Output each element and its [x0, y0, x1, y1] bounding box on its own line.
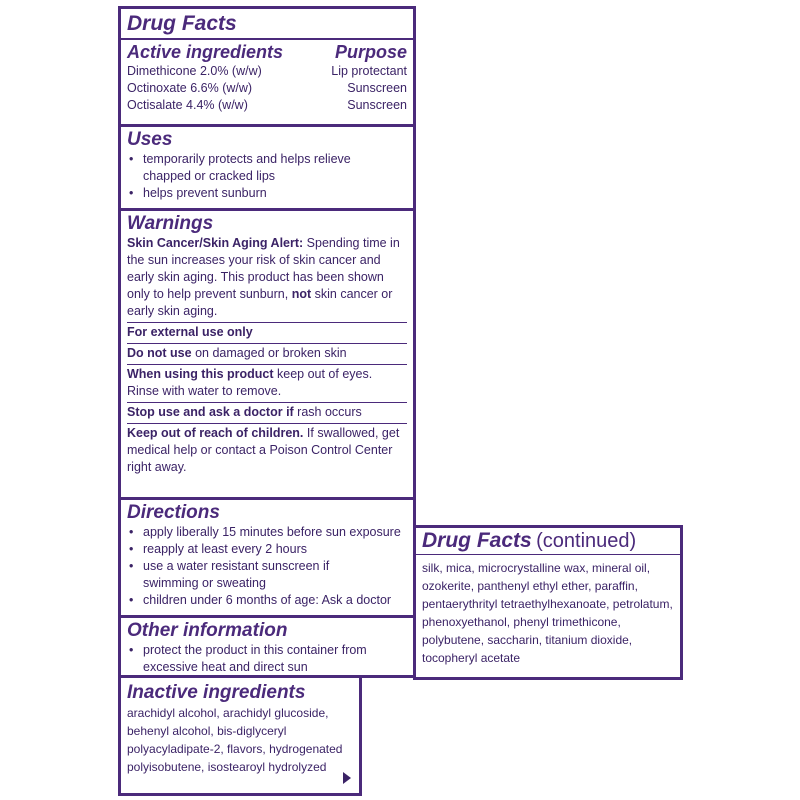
active-purpose: Lip protectant [331, 64, 407, 78]
uses-item: • helps prevent sunburn [127, 185, 407, 202]
title-section [121, 9, 413, 127]
external-use-label: For external use only [127, 325, 253, 339]
active-name: Dimethicone 2.0% (w/w) [127, 64, 262, 78]
active-row [127, 80, 407, 97]
active-name: Octisalate 4.4% (w/w) [127, 98, 248, 112]
drug-facts-continued-panel [413, 525, 683, 680]
active-purpose: Sunscreen [347, 98, 407, 112]
directions-item: • reapply at least every 2 hours [127, 541, 407, 558]
directions-item: • use a water resistant sunscreen if swimming or sweating [127, 558, 363, 592]
alert-text: Spending time in the sun increases your risk of skin cancer and early skin aging. This product has been shown only to help prevent sunburn, [127, 236, 400, 301]
inactive-text: arachidyl alcohol, arachidyl glucoside, behenyl alcohol, bis-diglyceryl polyacyladipate-2, flavors, hydrogenated polyisobutene, isostearoyl hydrolyzed [127, 706, 343, 774]
external-use [127, 322, 407, 341]
alert-text-end: skin cancer or early skin aging. [127, 287, 393, 318]
other-info-section [121, 618, 413, 679]
active-row [127, 97, 407, 114]
continued-suffix: (continued) [536, 530, 637, 552]
alert-not: not [291, 287, 312, 301]
drug-facts-panel [118, 6, 416, 678]
continued-text: silk, mica, microcrystalline wax, mineral oil, ozokerite, panthenyl ethyl ether, paraffin, pentaerythrityl tetraethylhexanoate, petrolatum, phenoxyethanol, phenyl trimethicone, polybutene, saccharin, titanium dioxide, tocopheryl acetate [422, 561, 673, 665]
active-name: Octinoxate 6.6% (w/w) [127, 81, 253, 95]
when-using [127, 364, 407, 400]
other-info-item: • protect the product in this container from excessive heat and direct sun [127, 642, 393, 676]
do-not-use-text: on damaged or broken skin [191, 346, 347, 360]
keep-out-text: If swallowed, get medical help or contact a Poison Control Center right away. [127, 426, 400, 474]
do-not-use [127, 343, 407, 362]
inactive-heading: Inactive ingredients [127, 682, 306, 703]
directions-item: • apply liberally 15 minutes before sun exposure [127, 524, 407, 541]
active-row [127, 63, 407, 80]
uses-heading: Uses [127, 129, 173, 150]
continue-arrow-icon [343, 772, 351, 784]
directions-section [121, 500, 413, 618]
active-ingredients-heading: Active ingredients [127, 42, 284, 62]
stop-use-text: rash occurs [293, 405, 362, 419]
directions-item: • children under 6 months of age: Ask a doctor [127, 592, 407, 609]
other-info-heading: Other information [127, 620, 288, 641]
when-using-text: keep out of eyes. Rinse with water to remove. [127, 367, 373, 398]
purpose-heading: Purpose [334, 42, 407, 62]
inactive-section [121, 678, 359, 780]
active-purpose: Sunscreen [347, 81, 407, 95]
when-using-label: When using this product [127, 367, 274, 381]
continued-title: Drug Facts [422, 529, 532, 552]
continued-title-row [416, 528, 680, 555]
stop-use [127, 402, 407, 421]
drug-facts-title: Drug Facts [121, 11, 413, 40]
directions-heading: Directions [127, 502, 220, 523]
uses-item: • temporarily protects and helps relieve chapped or cracked lips [127, 151, 383, 185]
warnings-heading: Warnings [127, 213, 214, 234]
uses-section [121, 127, 413, 211]
stop-use-label: Stop use and ask a doctor if [127, 405, 294, 419]
keep-out [127, 423, 407, 476]
active-header-row [127, 41, 407, 63]
warnings-section [121, 211, 413, 500]
do-not-use-label: Do not use [127, 346, 192, 360]
alert-label: Skin Cancer/Skin Aging Alert: [127, 236, 304, 250]
keep-out-label: Keep out of reach of children. [127, 426, 304, 440]
skin-cancer-alert [127, 235, 407, 320]
inactive-ingredients-panel [118, 678, 362, 796]
